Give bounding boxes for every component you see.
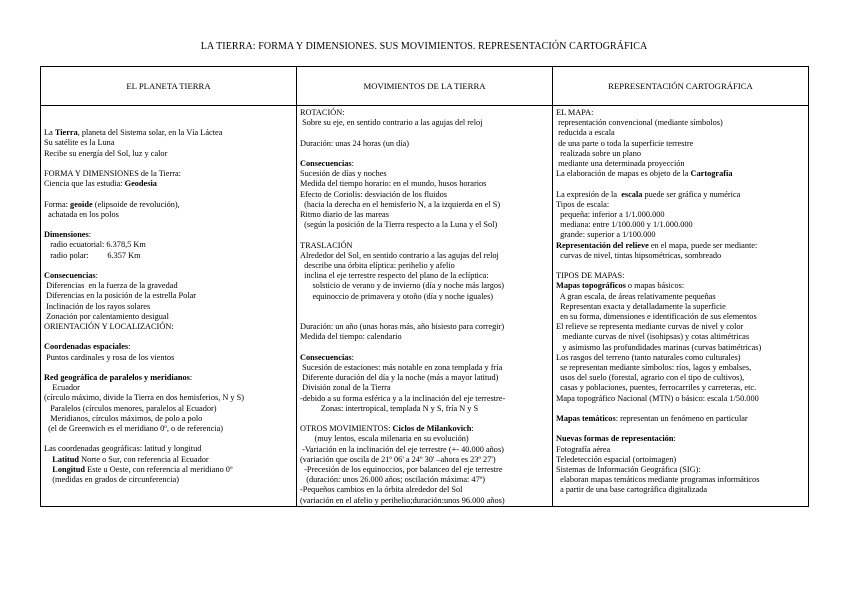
text-run: mediante una determinada proyección xyxy=(556,159,685,169)
text-run: Representan exacta y detalladamente la superficie xyxy=(556,301,726,311)
text-line xyxy=(556,210,805,220)
text-run: se representan mediante símbolos: ríos, lagos y embalses, xyxy=(556,363,752,373)
text-run: de una parte o toda la superficie terrestre xyxy=(556,138,694,148)
text-run: Medida del tiempo horario: en el mundo, husos horarios xyxy=(300,179,487,189)
text-run: Puntos cardinales y rosa de los vientos xyxy=(44,352,175,362)
text-run: Este u Oeste, con referencia al meridiano 0º xyxy=(85,464,233,474)
text-line xyxy=(44,251,293,261)
text-line xyxy=(44,169,293,179)
text-line xyxy=(556,200,805,210)
column-representacion xyxy=(553,106,809,507)
text-run: TIPOS DE MAPAS: xyxy=(556,271,625,281)
text-run: (variación que oscila de 21º 06' a 24º 30' –ahora es 23º 27') xyxy=(300,454,496,464)
text-run: en su forma, dimensiones e identificación de sus elementos xyxy=(556,312,757,322)
text-run: mediana: entre 1/100.000 y 1/1.000.000 xyxy=(556,220,693,230)
text-run: Ritmo diario de las mareas xyxy=(300,210,389,219)
text-line xyxy=(44,353,293,363)
text-line xyxy=(300,108,549,118)
text-line xyxy=(44,261,293,271)
text-run: radio ecuatorial: 6.378,5 Km xyxy=(44,240,146,250)
text-run: Sucesión de estaciones: más notable en zona templada y fría xyxy=(300,362,503,372)
text-line xyxy=(556,353,805,363)
text-line xyxy=(44,393,293,403)
bold-term: Mapas temáticos xyxy=(556,414,616,424)
text-line xyxy=(44,475,293,485)
text-run: (según la posición de la Tierra respecto a la Luna y el Sol) xyxy=(300,220,498,230)
text-line xyxy=(44,281,293,291)
text-run: en el mapa, puede ser mediante: xyxy=(648,240,758,250)
text-line xyxy=(556,475,805,485)
text-line xyxy=(300,271,549,281)
text-run: describe una órbita elíptica: perihelio y afelio xyxy=(300,261,455,270)
text-run: TRASLACIÓN xyxy=(300,240,353,250)
text-line xyxy=(556,271,805,281)
text-line xyxy=(556,445,805,455)
text-run: Sucesión de días y noches xyxy=(300,169,387,179)
text-run: Efecto de Coriolis: desviación de los fluidos xyxy=(300,189,448,199)
text-run: Los rasgos del terreno (tanto naturales como culturales) xyxy=(556,352,741,362)
bold-term: Geodesia xyxy=(124,179,157,189)
text-run: Forma: xyxy=(44,199,71,209)
text-run: pequeña: inferior a 1/1.000.000 xyxy=(556,210,665,220)
text-run: Inclinación de los rayos solares xyxy=(44,301,151,311)
text-run: realizada sobre un plano xyxy=(556,148,642,158)
text-line xyxy=(556,241,805,251)
bold-term: Longitud xyxy=(52,464,86,474)
text-line xyxy=(300,169,549,179)
text-line xyxy=(300,343,549,353)
column-planeta-tierra xyxy=(41,106,297,507)
text-line xyxy=(44,159,293,169)
text-line xyxy=(44,189,293,199)
text-run: achatada en los polos xyxy=(44,209,119,219)
text-run: , planeta del Sistema solar, en la Vía Láctea xyxy=(77,128,223,138)
text-line xyxy=(300,394,549,404)
text-run: EL MAPA: xyxy=(556,108,594,117)
text-run: Zonas: intertropical, templada N y S, fría N y S xyxy=(300,403,479,413)
text-run: (el de Greenwich es el meridiano 0º, o de referencia) xyxy=(44,423,224,433)
text-line xyxy=(556,485,805,495)
text-line xyxy=(300,445,549,455)
text-run: : representan un fenómeno en particular xyxy=(615,414,748,424)
bold-term: Consecuencias xyxy=(44,270,96,280)
text-run: El relieve se representa mediante curvas de nivel y color xyxy=(556,322,744,332)
text-run: o mapas básicos: xyxy=(625,281,685,291)
text-line xyxy=(556,363,805,373)
text-run: Diferencias en la fuerza de la gravedad xyxy=(44,281,178,291)
text-line xyxy=(44,342,293,352)
text-run: solsticio de verano y de invierno (día y noche más largos) xyxy=(300,281,504,291)
text-line xyxy=(556,343,805,353)
text-line xyxy=(44,210,293,220)
bold-term: Nuevas formas de representación xyxy=(556,434,674,444)
text-line xyxy=(44,220,293,230)
text-line xyxy=(556,332,805,342)
bold-term: Consecuencias xyxy=(300,158,352,168)
text-run: radio polar: 6.357 Km xyxy=(44,250,141,260)
text-line xyxy=(44,118,293,128)
text-line xyxy=(44,444,293,454)
text-line xyxy=(300,424,549,434)
text-line xyxy=(300,383,549,393)
text-run: Ciencia que las estudia: xyxy=(44,179,125,189)
text-run: Meridianos, círculos máximos, de polo a polo xyxy=(44,413,203,423)
text-line xyxy=(44,414,293,424)
text-run: ROTACIÓN: xyxy=(300,108,345,117)
bold-term: Dimensiones xyxy=(44,230,89,240)
text-run: FORMA Y DIMENSIONES de la Tierra: xyxy=(44,168,181,178)
text-line xyxy=(556,404,805,414)
text-run: Zonación por calentamiento desigual xyxy=(44,311,169,321)
text-line xyxy=(556,383,805,393)
header-movimientos: MOVIMIENTOS DE LA TIERRA xyxy=(297,67,553,106)
text-line xyxy=(300,312,549,322)
text-line xyxy=(44,271,293,281)
text-line xyxy=(300,190,549,200)
text-line xyxy=(300,434,549,444)
text-line xyxy=(300,322,549,332)
text-line xyxy=(556,230,805,240)
bold-term: Representación del relieve xyxy=(556,240,649,250)
text-run: elaboran mapas temáticos mediante programas informáticos xyxy=(556,475,760,485)
text-line xyxy=(556,118,805,128)
bold-term: escala xyxy=(621,189,643,199)
text-run: A gran escala, de áreas relativamente pequeñas xyxy=(556,291,716,301)
column-movimientos xyxy=(297,106,553,507)
text-line xyxy=(300,118,549,128)
text-run: : xyxy=(88,230,92,240)
text-line xyxy=(556,394,805,404)
text-line xyxy=(556,302,805,312)
text-run: mediante curvas de nivel (isohipsas) y cotas altimétricas xyxy=(556,332,750,342)
text-run: equinoccio de primavera y otoño (día y noche iguales) xyxy=(300,291,494,301)
text-line xyxy=(300,251,549,261)
text-line xyxy=(300,128,549,138)
text-line xyxy=(300,414,549,424)
text-run: (círculo máximo, divide la Tierra en dos hemisferios, N y S) xyxy=(44,393,245,403)
text-line xyxy=(44,149,293,159)
text-line xyxy=(44,404,293,414)
text-run: Medida del tiempo: calendario xyxy=(300,332,402,342)
text-line xyxy=(556,220,805,230)
text-run: (duración: unos 26.000 años; oscilación máxima: 47º) xyxy=(300,475,486,485)
text-line xyxy=(556,434,805,444)
text-line xyxy=(556,373,805,383)
text-run: : xyxy=(189,372,193,382)
text-line xyxy=(556,465,805,475)
text-line xyxy=(300,363,549,373)
text-run: : xyxy=(673,434,676,444)
text-run: : xyxy=(471,424,474,434)
text-line xyxy=(44,302,293,312)
text-line xyxy=(556,312,805,322)
text-run: y asimismo las profundidades marinas (curvas batimétricas) xyxy=(556,342,762,352)
text-line xyxy=(300,210,549,220)
text-line xyxy=(300,281,549,291)
text-line xyxy=(300,200,549,210)
text-run: curvas de nivel, tintas hipsométricas, sombreado xyxy=(556,250,722,260)
text-run: División zonal de la Tierra xyxy=(300,383,391,393)
text-line xyxy=(300,230,549,240)
content-row xyxy=(41,106,809,507)
text-run: : xyxy=(351,352,354,362)
text-line xyxy=(300,353,549,363)
text-run: -Precesión de los equinoccios, por balanceo del eje terrestre xyxy=(300,465,503,474)
text-run: grande: superior a 1/100.000 xyxy=(556,230,656,240)
text-run: Recibe su energía del Sol, luz y calor xyxy=(44,148,168,158)
text-line xyxy=(44,291,293,301)
text-run: ORIENTACIÓN Y LOCALIZACIÓN: xyxy=(44,321,174,331)
text-line xyxy=(44,424,293,434)
document-title: LA TIERRA: FORMA Y DIMENSIONES. SUS MOVIMIENTOS. REPRESENTACIÓN CARTOGRÁFICA xyxy=(200,41,648,52)
text-line xyxy=(44,240,293,250)
text-run: Sobre su eje, en sentido contrario a las agujas del reloj xyxy=(300,118,483,128)
text-line xyxy=(300,455,549,465)
text-line xyxy=(300,292,549,302)
text-line xyxy=(44,455,293,465)
text-run: Tipos de escala: xyxy=(556,199,610,209)
bold-term: Cartografía xyxy=(690,169,733,179)
text-run: OTROS MOVIMIENTOS: xyxy=(300,424,393,434)
bold-term: Latitud xyxy=(52,454,80,464)
bold-term: Mapas topográficos xyxy=(556,281,626,291)
text-run: Ecuador xyxy=(44,383,80,393)
text-run: usos del suelo (forestal, agrario con el tipo de cultivos), xyxy=(556,373,745,383)
bold-term: Red geográfica de paralelos y meridianos xyxy=(44,372,190,382)
text-run: (muy lentos, escala milenaria en su evolución) xyxy=(300,434,469,444)
text-line xyxy=(556,261,805,271)
text-run: casas y poblaciones, puentes, ferrocarriles y carreteras, etc. xyxy=(556,383,757,393)
text-run: Su satélite es la Luna xyxy=(44,138,115,148)
text-run: a partir de una base cartográfica digitalizada xyxy=(556,485,708,495)
text-run: Duración: un año (unas horas más, año bisiesto para corregir) xyxy=(300,322,505,332)
text-line xyxy=(556,159,805,169)
text-run: La xyxy=(44,128,55,138)
text-line xyxy=(300,139,549,149)
text-line xyxy=(556,322,805,332)
text-line xyxy=(300,465,549,475)
text-line xyxy=(300,261,549,271)
text-line xyxy=(556,414,805,424)
text-line xyxy=(300,179,549,189)
text-line xyxy=(556,169,805,179)
text-run: Alrededor del Sol, en sentido contrario a las agujas del reloj xyxy=(300,250,499,260)
text-run: La expresión de la xyxy=(556,189,622,199)
text-line xyxy=(44,230,293,240)
text-run: Teledetección espacial (ortoimagen) xyxy=(556,454,677,464)
text-run: reducida a escala xyxy=(556,128,615,138)
text-run: (variación en el afelio y perihelio;duración:unos 96.000 años) xyxy=(300,495,505,505)
text-line xyxy=(556,292,805,302)
text-run: Duración: unas 24 horas (un día) xyxy=(300,138,409,148)
header-planeta-tierra: EL PLANETA TIERRA xyxy=(41,67,297,106)
text-line xyxy=(44,138,293,148)
text-run: -Variación en la inclinación del eje terrestre (+- 40.000 años) xyxy=(300,444,504,454)
text-line xyxy=(556,190,805,200)
header-representacion: REPRESENTACIÓN CARTOGRÁFICA xyxy=(553,67,809,106)
text-line xyxy=(44,332,293,342)
text-line xyxy=(556,251,805,261)
text-run: Diferencias en la posición de la estrella Polar xyxy=(44,291,197,301)
text-run: (hacia la derecha en el hemisferio N, a la izquierda en el S) xyxy=(300,199,501,209)
bold-term: Consecuencias xyxy=(300,352,352,362)
text-line xyxy=(44,383,293,393)
header-row xyxy=(41,67,809,106)
text-run: -debido a su forma esférica y a la inclinación del eje terrestre- xyxy=(300,393,506,403)
bold-term: Ciclos de Milankovich xyxy=(392,424,472,434)
text-line xyxy=(300,302,549,312)
text-run: Paralelos (círculos menores, paralelos al Ecuador) xyxy=(44,403,217,413)
bold-term: geoide xyxy=(70,199,93,209)
text-run: (elipsoide de revolución), xyxy=(92,199,180,209)
text-line xyxy=(44,312,293,322)
text-run: : xyxy=(128,342,131,352)
bold-term: Tierra xyxy=(54,128,78,138)
text-line xyxy=(300,475,549,485)
text-line xyxy=(44,200,293,210)
text-line xyxy=(556,179,805,189)
text-line xyxy=(300,332,549,342)
text-line xyxy=(556,108,805,118)
text-run: Norte o Sur, con referencia al Ecuador xyxy=(79,454,209,464)
text-run: puede ser gráfica y numérica xyxy=(642,189,741,199)
text-line xyxy=(44,179,293,189)
text-line xyxy=(556,455,805,465)
text-run: Diferente duración del día y la noche (más a mayor latitud) xyxy=(300,373,499,383)
text-line xyxy=(300,496,549,506)
text-line xyxy=(44,373,293,383)
text-line xyxy=(300,220,549,230)
text-run: representación convencional (mediante símbolos) xyxy=(556,118,723,128)
text-line xyxy=(556,149,805,159)
text-run: : xyxy=(95,270,98,280)
text-run: -Pequeños cambios en la órbita alrededor del Sol xyxy=(300,485,463,495)
text-run: Mapa topográfico Nacional (MTN) o básico: escala 1/50.000 xyxy=(556,393,759,403)
text-line xyxy=(300,485,549,495)
text-run: inclina el eje terrestre respecto del plano de la eclíptica: xyxy=(300,271,489,281)
text-line xyxy=(44,128,293,138)
text-run: Fotografía aérea xyxy=(556,444,611,454)
text-line xyxy=(44,434,293,444)
text-line xyxy=(300,373,549,383)
text-line xyxy=(300,404,549,414)
text-line xyxy=(300,149,549,159)
text-line xyxy=(300,241,549,251)
text-line xyxy=(44,465,293,475)
text-run: La elaboración de mapas es objeto de la xyxy=(556,169,691,179)
text-line xyxy=(44,322,293,332)
bold-term: Coordenadas espaciales xyxy=(44,342,129,352)
summary-table xyxy=(40,66,809,507)
text-line xyxy=(300,159,549,169)
text-line xyxy=(556,128,805,138)
text-run: (medidas en grados de circunferencia) xyxy=(44,474,179,484)
text-line xyxy=(556,139,805,149)
text-run: Sistemas de Información Geográfica (SIG): xyxy=(556,465,701,475)
text-run: : xyxy=(351,158,354,168)
text-run: Las coordenadas geográficas: latitud y longitud xyxy=(44,444,202,454)
text-line xyxy=(556,424,805,434)
text-line xyxy=(44,363,293,373)
text-line xyxy=(556,281,805,291)
